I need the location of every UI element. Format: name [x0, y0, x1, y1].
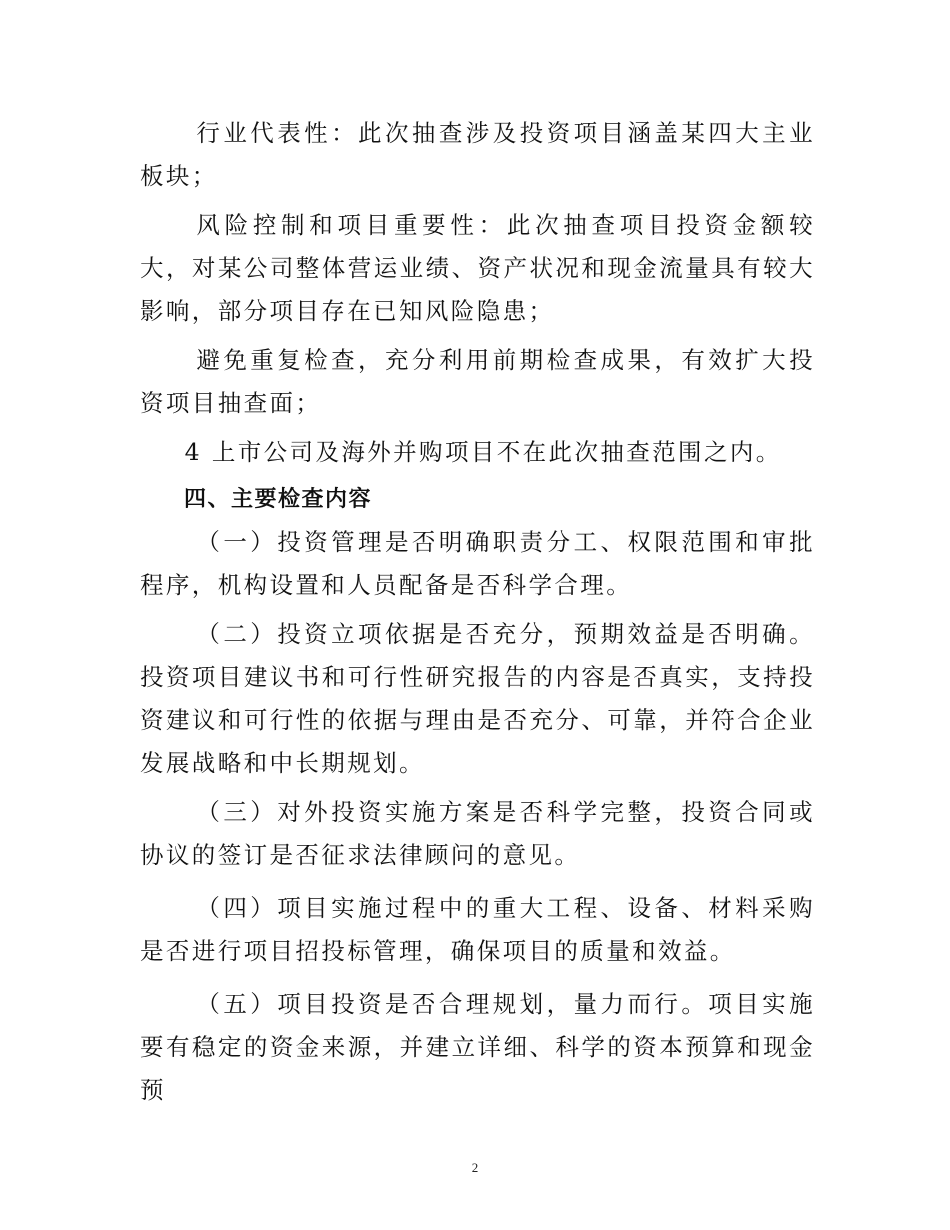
paragraph-avoid-repeat: 避免重复检查，充分利用前期检查成果，有效扩大投资项目抽查面； [140, 346, 815, 417]
section-heading: 四、主要检查内容 [184, 487, 373, 512]
item-procurement: （四）项目实施过程中的重大工程、设备、材料采购是否进行项目招投标管理，确保项目的质量和效益。 [140, 894, 815, 965]
item-implementation-plan: （三）对外投资实施方案是否科学完整，投资合同或协议的签订是否征求法律顾问的意见。 [140, 798, 815, 869]
paragraph-risk-control: 风险控制和项目重要性：此次抽查项目投资金额较大，对某公司整体营运业绩、资产状况和现金流量具有较大影响，部分项目存在已知风险隐患； [140, 211, 815, 325]
item-project-approval: （二）投资立项依据是否充分，预期效益是否明确。投资项目建议书和可行性研究报告的内容是否真实，支持投资建议和可行性的依据与理由是否充分、可靠，并符合企业发展战略和中长期规划。 [140, 620, 815, 777]
paragraph-industry-representativeness: 行业代表性：此次抽查涉及投资项目涵盖某四大主业板块； [140, 119, 815, 190]
item-planning: （五）项目投资是否合理规划，量力而行。项目实施要有稳定的资金来源，并建立详细、科学的资本预算和现金预 [140, 990, 815, 1104]
document-body [140, 112, 815, 1112]
page-number: 2 [471, 1160, 479, 1175]
item-investment-management: （一）投资管理是否明确职责分工、权限范围和审批程序，机构设置和人员配备是否科学合理。 [140, 528, 815, 599]
paragraph-listed-companies: 4 上市公司及海外并购项目不在此次抽查范围之内。 [184, 438, 782, 466]
